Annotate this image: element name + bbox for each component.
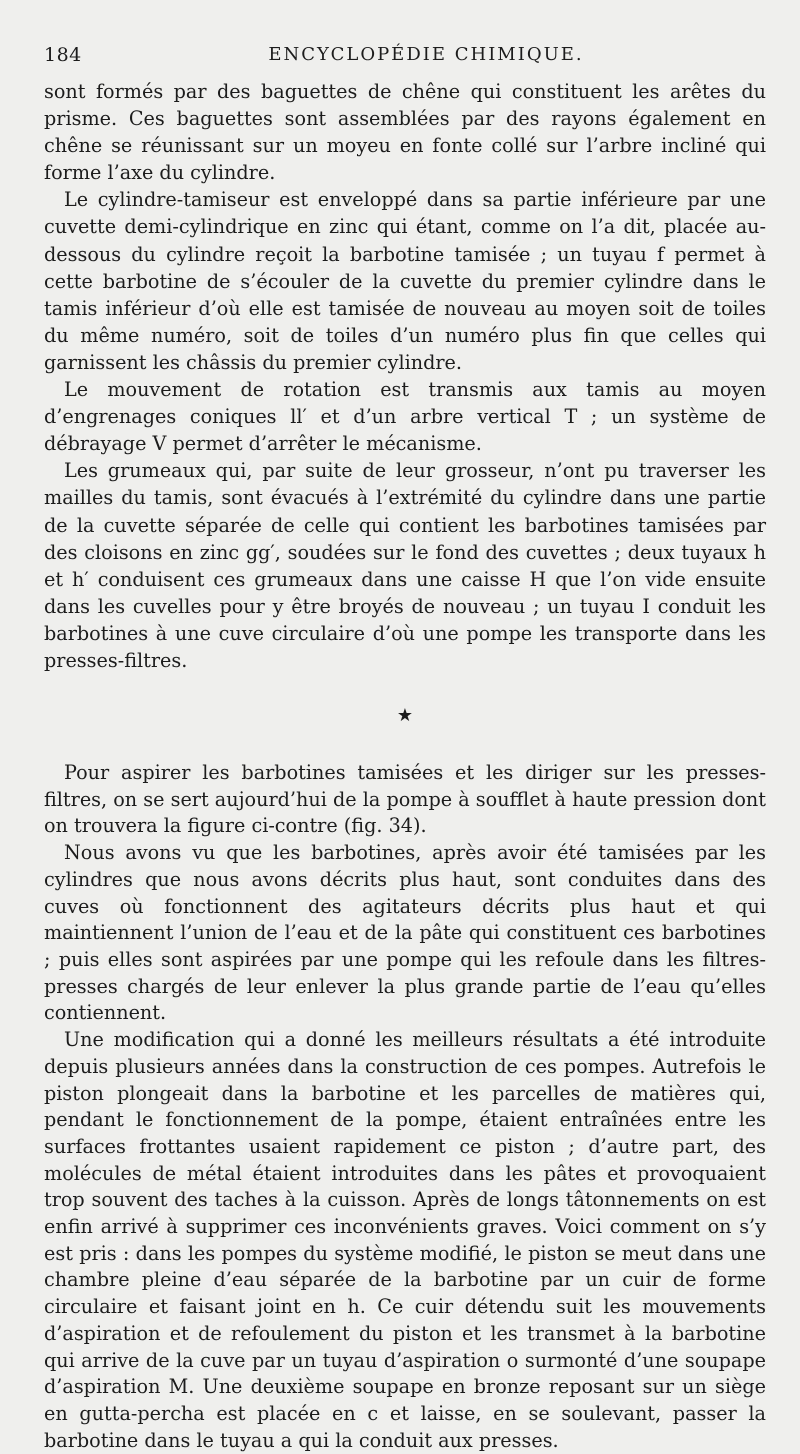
paragraph: sont formés par des baguettes de chêne qui constituent les arêtes du prisme. Ces baguettes sont assemblées par des rayons également en chêne se réunissant sur un moyeu en fonte collé sur l’arbre incliné qui forme l’axe du cylindre.	[44, 80, 766, 185]
page-number: 184	[44, 44, 82, 66]
paragraph: Les grumeaux qui, par suite de leur grosseur, n’ont pu traverser les mailles du tamis, sont évacués à l’extrémité du cylindre dans une partie de la cuvette séparée de celle qui contient les barbotines tamisées par des cloisons en zinc gg′, soudées sur le fond des cuvettes ; deux tuyaux h et h′ conduisent ces grumeaux dans une caisse H que l’on vide ensuite dans les cuvelles pour y être broyés de nouveau ; un tuyau I conduit les barbotines à une cuve circulaire d’où une pompe les transporte dans les presses-filtres.	[44, 459, 766, 672]
page-header	[44, 44, 768, 74]
paragraph: Le mouvement de rotation est transmis aux tamis au moyen d’engrenages coniques ll′ et d’un arbre vertical T ; un système de débrayage V permet d’arrêter le mécanisme.	[44, 378, 766, 456]
section-separator-star: ★	[396, 705, 414, 727]
paragraph: Nous avons vu que les barbotines, après avoir été tamisées par les cylindres que nous avons décrits plus haut, sont conduites dans des cuves où fonctionnent des agitateurs décrits plus haut et qui maintiennent l’union de l’eau et de la pâte qui constituent ces barbotines ; puis elles sont aspirées par une pompe qui les refoule dans les filtres-presses chargés de leur enlever la plus grande partie de l’eau qu’elles contiennent.	[44, 841, 766, 1025]
paragraph: Le cylindre-tamiseur est enveloppé dans sa partie inférieure par une cuvette demi-cylindrique en zinc qui étant, comme on l’a dit, placée au-dessous du cylindre reçoit la barbotine tamisée ; un tuyau f permet à cette barbotine de s’écouler de la cuvette du premier cylindre dans le tamis inférieur d’où elle est tamisée de nouveau au moyen soit de toiles du même numéro, soit de toiles d’un numéro plus fin que celles qui garnissent les châssis du premier cylindre.	[44, 188, 766, 374]
paragraph: Une modification qui a donné les meilleurs résultats a été introduite depuis plusieurs années dans la construction de ces pompes. Autrefois le piston plongeait dans la barbotine et les parcelles de matières qui, pendant le fonctionnement de la pompe, étaient entraînées entre les surfaces frottantes usaient rapidement ce piston ; d’autre part, des molécules de métal étaient introduites dans les pâtes et provoquaient trop souvent des taches à la cuisson. Après de longs tâtonnements on est enfin arrivé à supprimer ces inconvénients graves. Voici comment on s’y est pris : dans les pompes du système modifié, le piston se meut dans une chambre pleine d’eau séparée de la barbotine par un cuir de forme circulaire et faisant joint en h. Ce cuir détendu suit les mouvements d’aspiration et de refoulement du piston et les transmet à la barbotine qui arrive de la cuve par un tuyau d’aspiration o surmonté d’une soupape d’aspiration M. Une deuxième soupape en bronze reposant sur un siège en gutta-percha est placée en c et laisse, en se soulevant, passer la barbotine dans le tuyau a qui la conduit aux presses.	[44, 1028, 766, 1452]
running-title: ENCYCLOPÉDIE CHIMIQUE.	[268, 44, 584, 65]
body-text	[44, 78, 766, 1454]
paragraph: Pour aspirer les barbotines tamisées et les diriger sur les presses-filtres, on se sert aujourd’hui de la pompe à soufflet à haute pression dont on trouvera la figure ci-contre (fig. 34).	[44, 761, 766, 838]
